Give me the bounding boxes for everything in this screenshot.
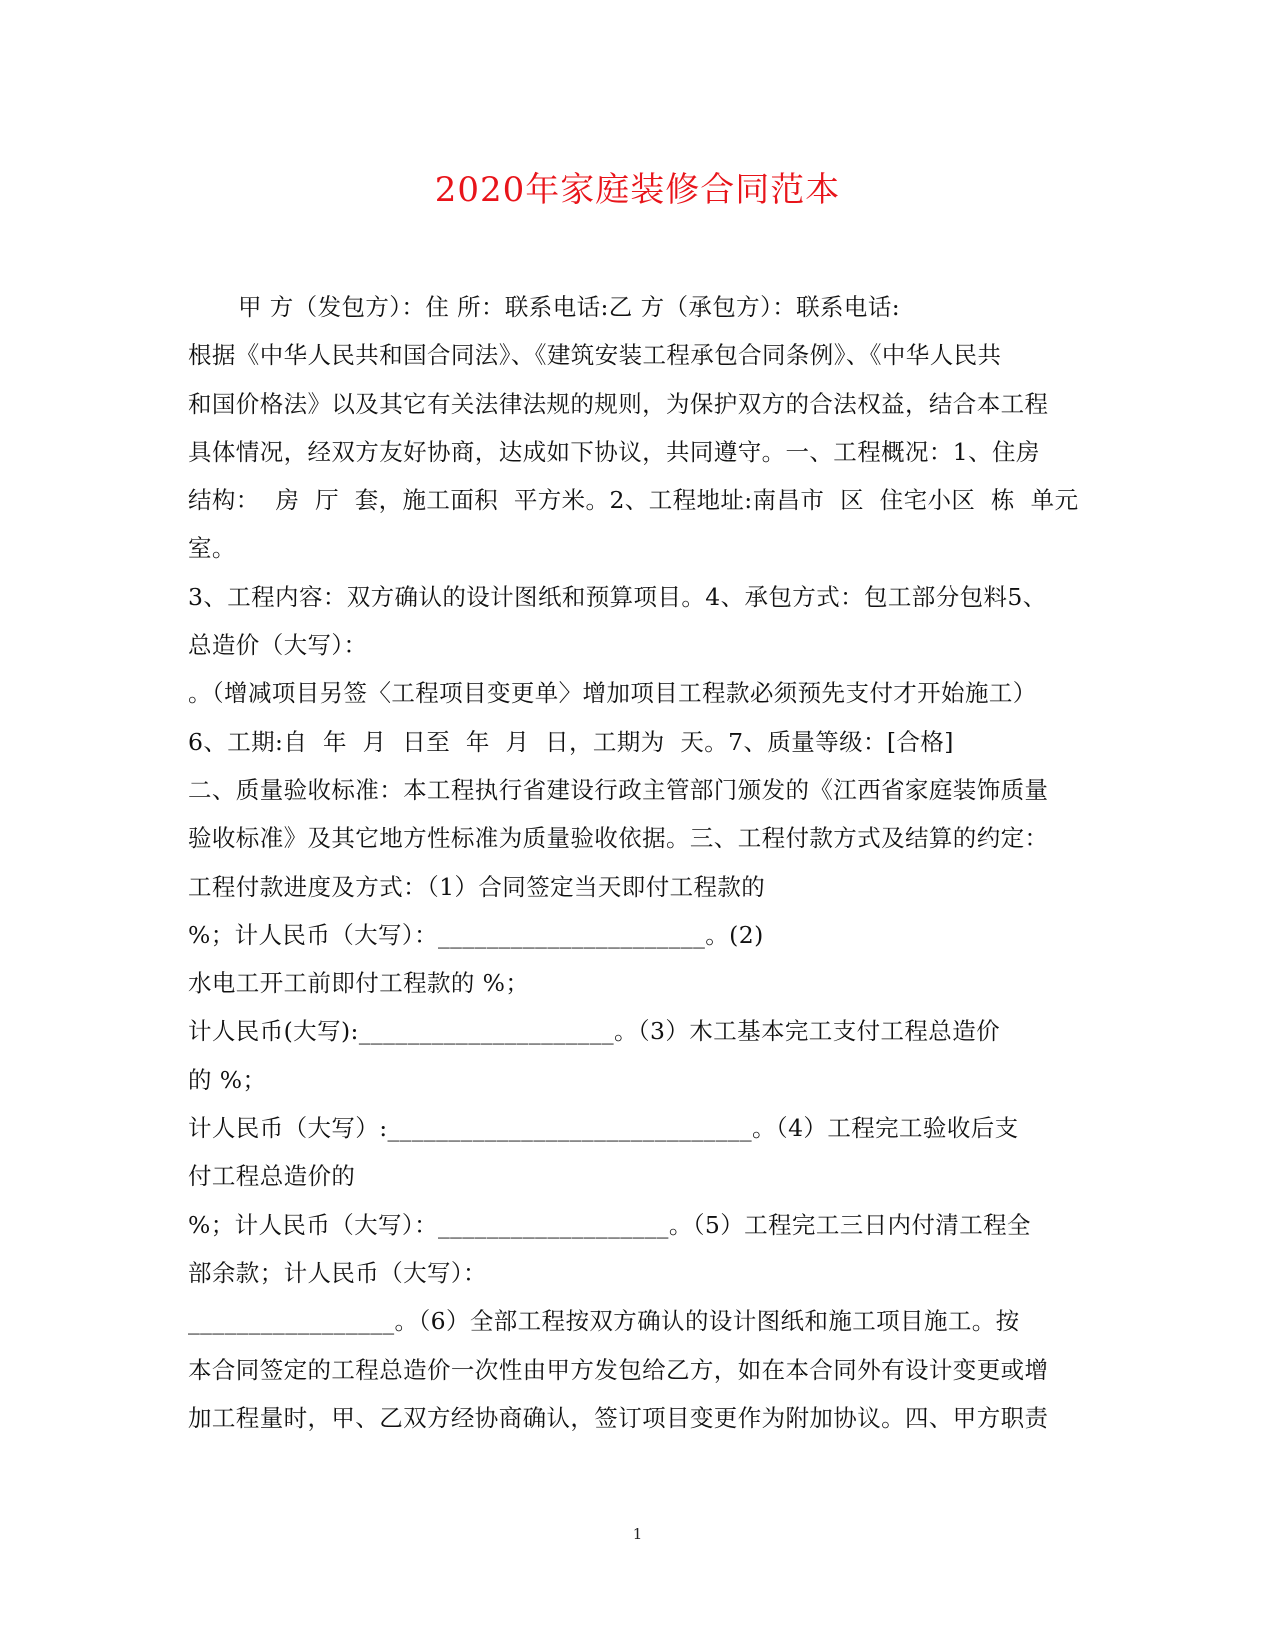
paragraph-line: 计人民币(大写):_____________________。（3）木工基本完工支付工程总造价 [188,1017,1001,1046]
paragraph-line: 结构： 房 厅 套，施工面积 平方米。2、工程地址:南昌市 区 住宅小区 栋 单元 [188,486,1079,515]
paragraph-line: 水电工开工前即付工程款的 %； [188,969,530,998]
paragraph-line: 验收标准》及其它地方性标准为质量验收依据。三、工程付款方式及结算的约定： [188,824,1049,853]
paragraph-line: 根据《中华人民共和国合同法》、《建筑安装工程承包合同条例》、《中华人民共 [188,341,1002,370]
paragraph-line: 工程付款进度及方式：（1）合同签定当天即付工程款的 [188,872,766,901]
document-title: 2020年家庭装修合同范本 [434,170,841,210]
paragraph-line: 计人民币（大写）:______________________________。（4）工程完工验收后支 [188,1114,1019,1143]
paragraph-line: %；计人民币（大写）：______________________。(2) [188,920,764,949]
paragraph-line: 。（增减项目另签〈工程项目变更单〉增加项目工程款必须预先支付才开始施工） [188,679,1037,708]
paragraph-line: 付工程总造价的 [188,1162,356,1191]
paragraph-line: 加工程量时，甲、乙双方经协商确认，签订项目变更作为附加协议。四、甲方职责 [188,1403,1049,1432]
page-number: 1 [632,1525,643,1543]
paragraph-line: 6、工期:自 年 月 日至 年 月 日，工期为 天。7、质量等级：[合格] [188,727,954,756]
paragraph-line: 甲 方（发包方）：住 所：联系电话:乙 方（承包方）：联系电话: [238,293,901,321]
paragraph-line: 3、工程内容：双方确认的设计图纸和预算项目。4、承包方式：包工部分包料5、 [188,582,1047,611]
paragraph-line: _________________。（6）全部工程按双方确认的设计图纸和施工项目施工。按 [188,1307,1020,1336]
paragraph-line: 本合同签定的工程总造价一次性由甲方发包给乙方，如在本合同外有设计变更或增 [188,1355,1049,1384]
paragraph-line: 和国价格法》以及其它有关法律法规的规则，为保护双方的合法权益，结合本工程 [188,389,1049,418]
paragraph-line: 具体情况，经双方友好协商，达成如下协议，共同遵守。一、工程概况：1、住房 [188,437,1040,466]
contract-body [188,283,1098,1442]
paragraph-line: 总造价（大写）： [188,631,368,660]
paragraph-line: 二、质量验收标准：本工程执行省建设行政主管部门颁发的《江西省家庭装饰质量 [188,775,1049,804]
paragraph-line: 部余款；计人民币（大写）： [188,1258,487,1287]
paragraph-line: 的 %； [188,1065,267,1094]
paragraph-line: %；计人民币（大写）：___________________。（5）工程完工三日内付清工程全 [188,1210,1031,1239]
paragraph-line: 室。 [188,534,236,563]
